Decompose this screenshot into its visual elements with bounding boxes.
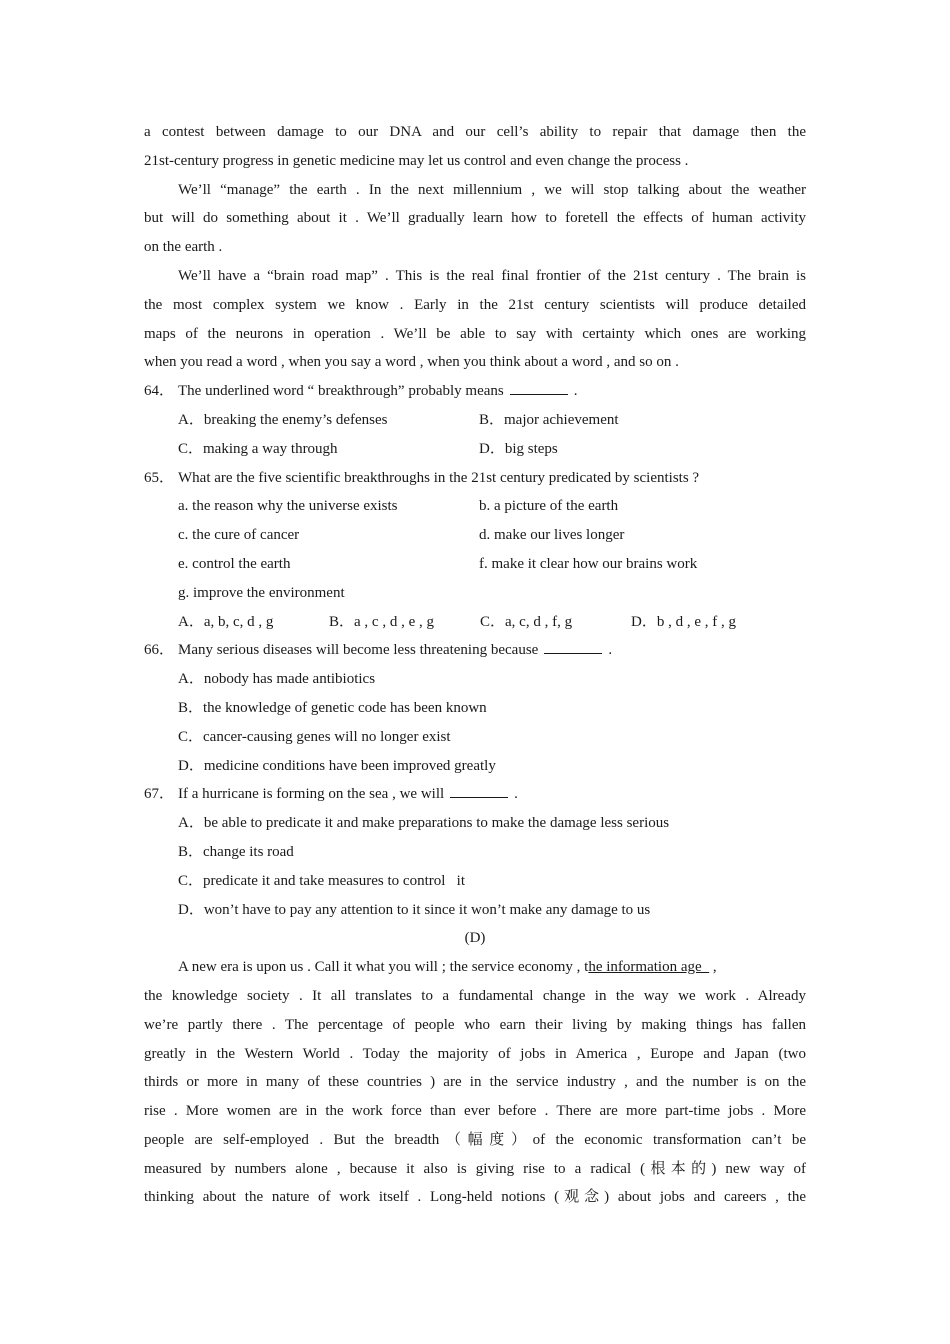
- items-row: [144, 550, 806, 579]
- question-stem: Many serious diseases will become less threatening because: [178, 642, 539, 659]
- passage-line: maps of the neurons in operation . We’ll be able to say with certainty which ones are working: [144, 325, 806, 342]
- option-a: A．be able to predicate it and make preparations to make the damage less serious: [178, 815, 670, 832]
- question-stem: What are the five scientific breakthroughs in the 21st century predicated by scientists ?: [178, 469, 700, 486]
- option-b: B．change its road: [178, 843, 294, 860]
- passage-line: when you read a word , when you say a word , when you think about a word , and so on .: [144, 354, 679, 371]
- passage-line: [144, 953, 806, 982]
- option-a: A．a, b, c, d , g: [178, 613, 274, 630]
- answer-blank: [450, 781, 508, 798]
- question-number: 65．: [144, 469, 175, 486]
- item-b: b. a picture of the earth: [479, 498, 619, 515]
- passage-line: but will do something about it . We’ll gradually learn how to foretell the effects of human activity: [144, 210, 806, 227]
- option-c: C．cancer-causing genes will no longer exist: [178, 728, 451, 745]
- option-d: D．won’t have to pay any attention to it since it won’t make any damage to us: [178, 901, 651, 918]
- option-d: D．medicine conditions have been improved greatly: [178, 757, 496, 774]
- option-a: A．breaking the enemy’s defenses: [178, 411, 388, 428]
- question-number: 67．: [144, 786, 175, 803]
- passage-line: people are self-employed . But the breadth（幅度）of the economic transformation can’t be: [144, 1131, 806, 1148]
- question-end: .: [514, 786, 518, 803]
- question-64: [144, 377, 806, 406]
- options-row: [144, 406, 806, 435]
- items-row: [144, 492, 806, 521]
- section-heading: (D): [464, 930, 486, 947]
- option-b: B．the knowledge of genetic code has been known: [178, 699, 487, 716]
- option-d: D．big steps: [479, 440, 558, 457]
- item-a: a. the reason why the universe exists: [178, 498, 398, 515]
- document-page: [144, 118, 806, 1212]
- option-b: B．a , c , d , e , g: [329, 613, 434, 630]
- options-row: [144, 435, 806, 464]
- question-66: [144, 636, 806, 665]
- passage-line: we’re partly there . The percentage of people who earn their living by making things has fallen: [144, 1016, 806, 1033]
- option-b: B．major achievement: [479, 411, 619, 428]
- options-row: [144, 608, 806, 637]
- passage-line: thirds or more in many of these countries ) are in the service industry , and the number is on the: [144, 1074, 806, 1091]
- answer-blank: [544, 637, 602, 654]
- question-number: 66．: [144, 642, 175, 659]
- items-row: [144, 579, 806, 608]
- passage-line: We’ll have a “brain road map” . This is the real final frontier of the 21st century . The brain is: [178, 267, 806, 284]
- question-number: 64．: [144, 383, 175, 400]
- passage-line: greatly in the Western World . Today the majority of jobs in America , Europe and Japan (two: [144, 1045, 806, 1062]
- option-c: C．predicate it and take measures to control it: [178, 872, 465, 889]
- item-d: d. make our lives longer: [479, 527, 625, 544]
- item-f: f. make it clear how our brains work: [479, 555, 698, 572]
- passage-line: measured by numbers alone , because it also is giving rise to a radical (根本的) new way of: [144, 1160, 806, 1177]
- items-row: [144, 521, 806, 550]
- passage-line: We’ll “manage” the earth . In the next millennium , we will stop talking about the weather: [178, 181, 806, 198]
- passage-text: ,: [709, 959, 717, 976]
- passage-line: on the earth .: [144, 239, 223, 256]
- passage-line: the most complex system we know . Early in the 21st century scientists will produce detailed: [144, 296, 806, 313]
- option-c: C．a, c, d , f, g: [480, 613, 573, 630]
- underlined-phrase: he information age: [588, 959, 710, 976]
- passage-line: the knowledge society . It all translates to a fundamental change in the way we work . Already: [144, 987, 806, 1004]
- question-65: [144, 464, 806, 493]
- question-67: [144, 780, 806, 809]
- passage-line: thinking about the nature of work itself . Long-held notions (观念) about jobs and careers , the: [144, 1189, 806, 1206]
- item-c: c. the cure of cancer: [178, 527, 300, 544]
- item-g: g. improve the environment: [178, 584, 345, 601]
- option-a: A．nobody has made antibiotics: [178, 671, 376, 688]
- passage-line: rise . More women are in the work force than ever before . There are more part-time jobs . More: [144, 1103, 806, 1120]
- answer-blank: [510, 378, 568, 395]
- question-stem: If a hurricane is forming on the sea , we will: [178, 786, 445, 803]
- question-stem: The underlined word “ breakthrough” probably means: [178, 383, 504, 400]
- question-end: .: [573, 383, 578, 400]
- passage-line: a contest between damage to our DNA and our cell’s ability to repair that damage then the: [144, 124, 806, 140]
- passage-text: A new era is upon us . Call it what you will ; the service economy , t: [178, 959, 589, 976]
- item-e: e. control the earth: [178, 555, 291, 572]
- option-d: D．b , d , e , f , g: [631, 613, 736, 630]
- question-end: .: [608, 642, 613, 659]
- passage-line: 21st-century progress in genetic medicine may let us control and even change the process .: [144, 152, 689, 169]
- option-c: C．making a way through: [178, 440, 338, 457]
